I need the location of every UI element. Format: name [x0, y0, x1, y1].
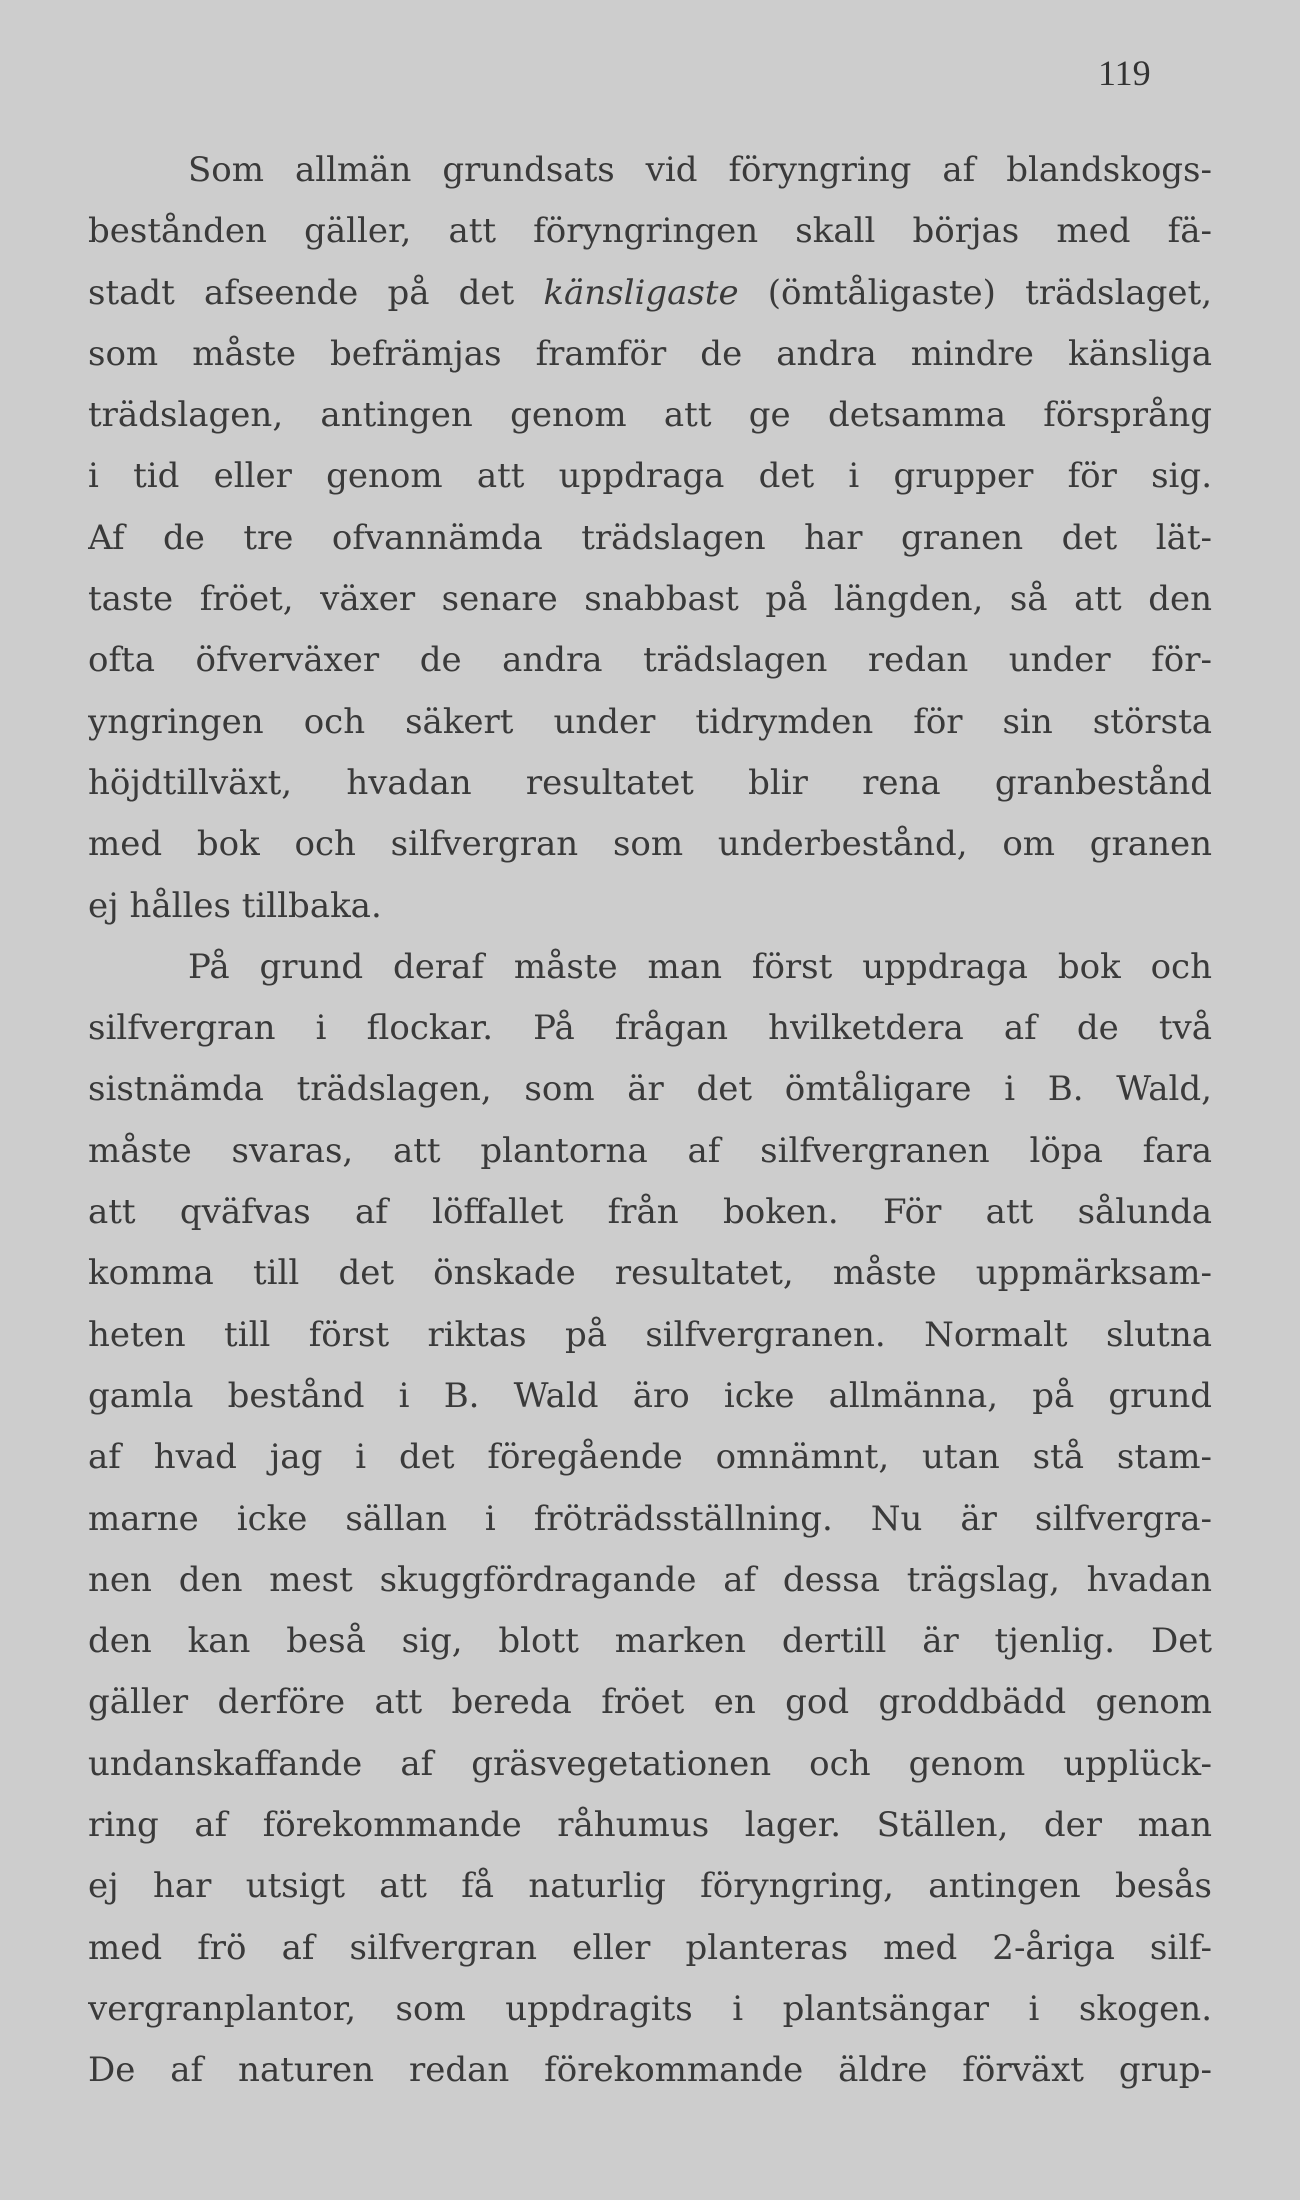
text-line: ej hålles tillbaka.: [88, 885, 382, 926]
emphasized-term: känsligaste: [543, 272, 739, 313]
text-line: nen den mest skuggfördragande af dessa trägslag, hvadan: [88, 1559, 1212, 1600]
text-line: sistnämda trädslagen, som är det ömtåligare i B. Wald,: [88, 1069, 1212, 1110]
text-line: ring af förekommande råhumus lager. Ställen, der man: [88, 1805, 1212, 1846]
text-line: med frö af silfvergran eller planteras med 2-åriga silf-: [88, 1927, 1212, 1968]
text-segment: stadt afseende på det: [88, 272, 544, 313]
text-line: heten till först riktas på silfvergranen. Normalt slutna: [88, 1314, 1212, 1355]
text-line: att qväfvas af löffallet från boken. För att sålunda: [88, 1192, 1212, 1233]
text-line: [88, 263, 1212, 324]
text-line: trädslagen, antingen genom att ge detsamma försprång: [88, 395, 1212, 436]
text-line: vergranplantor, som uppdragits i plantsängar i skogen.: [88, 1988, 1212, 2029]
text-line: höjdtillväxt, hvadan resultatet blir rena granbestånd: [88, 762, 1212, 803]
text-line: De af naturen redan förekommande äldre förväxt grup-: [88, 2050, 1212, 2091]
text-line: Af de tre ofvannämda trädslagen har granen det lät-: [88, 517, 1212, 558]
text-line: marne icke sällan i fröträdsställning. Nu är silfvergra-: [88, 1498, 1212, 1539]
page-number: 119: [1098, 53, 1151, 93]
text-line: gäller derföre att bereda fröet en god groddbädd genom: [88, 1682, 1212, 1723]
text-line: med bok och silfvergran som underbestånd, om granen: [88, 824, 1212, 865]
text-line: den kan beså sig, blott marken dertill är tjenlig. Det: [88, 1621, 1212, 1662]
text-line: ofta öfverväxer de andra trädslagen redan under för-: [88, 640, 1212, 681]
text-line: i tid eller genom att uppdraga det i grupper för sig.: [88, 456, 1212, 497]
text-line: undanskaffande af gräsvegetationen och genom upplück-: [88, 1743, 1212, 1784]
text-line: På grund deraf måste man först uppdraga bok och: [188, 946, 1212, 987]
text-line: måste svaras, att plantorna af silfvergranen löpa fara: [88, 1130, 1212, 1171]
text-line: gamla bestånd i B. Wald äro icke allmänna, på grund: [88, 1375, 1212, 1416]
text-line: yngringen och säkert under tidrymden för sin största: [88, 701, 1212, 742]
text-line: komma till det önskade resultatet, måste uppmärksam-: [88, 1253, 1212, 1294]
text-line: af hvad jag i det föregående omnämnt, utan stå stam-: [88, 1437, 1212, 1478]
text-line: ej har utsigt att få naturlig föryngring, antingen besås: [88, 1866, 1212, 1907]
body-text: [88, 140, 1212, 2102]
text-line: silfvergran i flockar. På frågan hvilketdera af de två: [88, 1008, 1212, 1049]
text-segment: (ömtåligaste) trädslaget,: [738, 272, 1212, 313]
text-line: Som allmän grundsats vid föryngring af blandskogs-: [188, 150, 1212, 190]
text-line: som måste befrämjas framför de andra mindre känsliga: [88, 333, 1212, 374]
text-line: taste fröet, växer senare snabbast på längden, så att den: [88, 579, 1212, 620]
text-line: bestånden gäller, att föryngringen skall börjas med fä-: [88, 211, 1212, 252]
